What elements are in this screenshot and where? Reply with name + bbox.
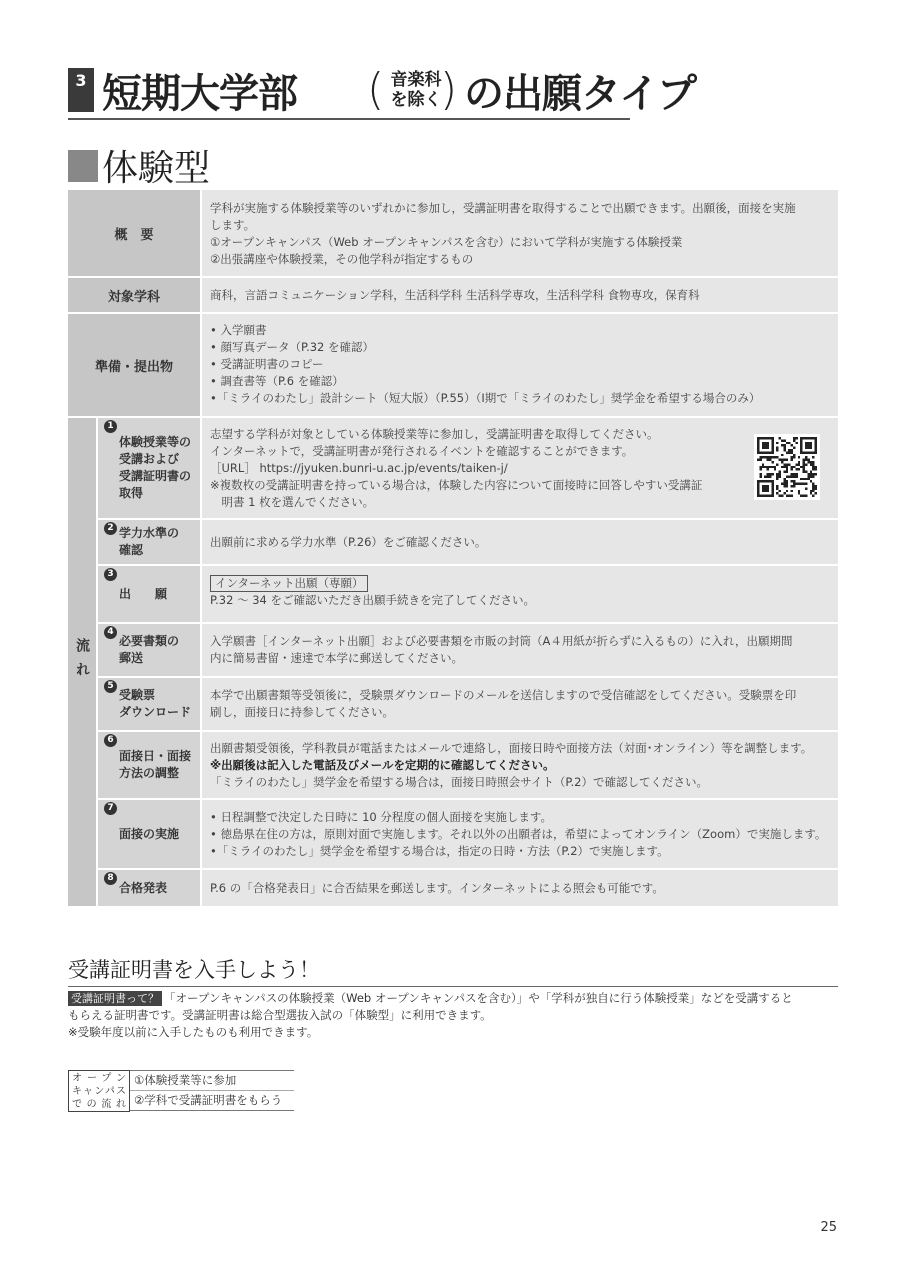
flow-step-5-label <box>98 678 200 730</box>
row-overview-label: 概 要 <box>68 190 200 276</box>
flow-step-3-label <box>98 566 200 622</box>
application-type-box: インターネット出願（専願） <box>210 575 368 592</box>
row-target <box>68 278 838 312</box>
flow-box-line: オープン <box>72 1073 126 1084</box>
step-label-line: 受験票 <box>119 688 156 702</box>
overview-line: します。 <box>210 218 256 232</box>
step-line: • 日程調整で決定した日時に 10 分程度の個人面接を実施します。 <box>210 810 552 824</box>
step-number-badge: 4 <box>104 626 117 639</box>
step-label-line: 面接日・面接 <box>119 749 192 763</box>
step-line-emphasis: ※出願後は記入した電話及びメールを定期的に確認してください。 <box>210 758 555 772</box>
flow-step-1-content <box>202 418 838 518</box>
step-label-line: 学力水準の <box>119 526 180 540</box>
flow-step-4-content <box>202 624 838 676</box>
row-overview-content <box>202 190 838 276</box>
flow-step-6-content <box>202 732 838 798</box>
flow-step-1-label <box>98 418 200 518</box>
step-line: 入学願書［インターネット出願］および必要書類を市販の封筒（A４用紙が折らずに入るもの）に入れ，出願期間 <box>210 634 793 648</box>
flow-step-4 <box>68 624 838 676</box>
step-label-line: 合格発表 <box>119 880 168 895</box>
step-line: 「ミライのわたし」奨学金を希望する場合は，面接日時照会サイト（P.2）で確認してください。 <box>210 775 708 789</box>
certificate-divider <box>68 986 838 987</box>
certificate-line: もらえる証明書です。受講証明書は総合型選抜入試の「体験型」に利用できます。 <box>68 1008 492 1022</box>
step-label-line: 取得 <box>119 486 144 500</box>
step-line: 内に簡易書留・速達で本学に郵送してください。 <box>210 651 463 665</box>
step-line: P.32 ～ 34 をご確認いただき出願手続きを完了してください。 <box>210 593 536 607</box>
prep-item: • 顔写真データ（P.32 を確認） <box>210 340 375 354</box>
flow-step-2-label <box>98 520 200 564</box>
step-label-line: 受講証明書の <box>119 469 192 483</box>
overview-line: ①オープンキャンパス（Web オープンキャンパスを含む）において学科が実施する体験授業 <box>210 235 683 249</box>
flow-step-7 <box>68 800 838 868</box>
flow-step-7-label <box>98 800 200 868</box>
flow-step-3 <box>68 566 838 622</box>
section-header <box>68 64 696 120</box>
step-number-badge: 6 <box>104 734 117 747</box>
url-text[interactable]: ［URL］ https://jyuken.bunri-u.ac.jp/events/taiken-j/ <box>210 461 508 475</box>
certificate-note: ※受験年度以前に入手したものも利用できます。 <box>68 1025 319 1039</box>
flow-step-5 <box>68 678 838 730</box>
step-label-line: 体験授業等の <box>119 435 192 449</box>
section-title-main: 短期大学部 <box>102 71 297 117</box>
type-title: 体験型 <box>102 148 211 189</box>
open-campus-flow-box <box>68 1070 130 1112</box>
step-line: • 徳島県在住の方は，原則対面で実施します。それ以外の出願者は，希望によってオンライン（Zoom）で実施します。 <box>210 827 827 841</box>
overview-line: ②出張講座や体験授業，その他学科が指定するもの <box>210 252 474 266</box>
open-campus-flow-steps <box>130 1070 294 1111</box>
flow-box-line: キャンパス <box>72 1086 126 1097</box>
section-paren-close: ) <box>440 64 458 115</box>
flow-step-2-content <box>202 520 838 564</box>
step-line: 出願書類受領後，学科教員が電話またはメールで連絡し，面接日時や面接方法（対面･オンライン）等を調整します。 <box>210 741 813 755</box>
flow-step-2 <box>68 520 838 564</box>
open-campus-step: ①体験授業等に参加 <box>130 1071 294 1091</box>
row-overview <box>68 190 838 276</box>
section-paren-open: ( <box>367 64 385 115</box>
step-line: 本学で出願書類等受領後に，受験票ダウンロードのメールを送信しますので受信確認をしてください。受験票を印 <box>210 688 797 702</box>
step-number-badge: 1 <box>104 420 117 433</box>
flow-box-line: での流れ <box>72 1099 126 1110</box>
step-line: •「ミライのわたし」奨学金を希望する場合は，指定の日時・方法（P.2）で実施します。 <box>210 844 669 858</box>
prep-item: • 入学願書 <box>210 323 267 337</box>
step-number-badge: 7 <box>104 802 117 815</box>
page-number: 25 <box>820 1220 837 1235</box>
flow-step-1 <box>68 418 838 518</box>
prep-item: •「ミライのわたし」設計シート（短大版）（P.55）（Ⅰ期で「ミライのわたし」奨学金を希望する場合のみ） <box>210 391 761 405</box>
step-label-line: 受講および <box>119 452 180 466</box>
flow-step-8 <box>68 870 838 906</box>
step-line: 明書 1 枚を選んでください。 <box>210 495 375 509</box>
certificate-tag: 受講証明書って？ <box>68 991 162 1006</box>
step-label-line: 郵送 <box>119 651 144 665</box>
step-label-line: ダウンロード <box>119 705 192 719</box>
section-number: 3 <box>68 68 94 112</box>
step-number-badge: 5 <box>104 680 117 693</box>
row-prep <box>68 314 838 416</box>
flow-label: 流れ <box>68 418 96 906</box>
section-title-sub-line2: を除く <box>390 90 442 110</box>
step-line: ※複数枚の受講証明書を持っている場合は，体験した内容について面接時に回答しやすい受講証 <box>210 478 703 492</box>
section-title-end: の出願タイプ <box>464 71 696 117</box>
step-line: 刷し，面接日に持参してください。 <box>210 705 394 719</box>
type-heading-square <box>68 150 98 182</box>
flow-step-8-label <box>98 870 200 906</box>
flow-step-6-label <box>98 732 200 798</box>
row-prep-label: 準備・提出物 <box>68 314 200 416</box>
step-line: 志望する学科が対象としている体験授業等に参加し，受講証明書を取得してください。 <box>210 427 659 441</box>
flow-step-5-content <box>202 678 838 730</box>
flow-step-8-content <box>202 870 838 906</box>
section-title-sub-line1: 音楽科 <box>390 70 442 90</box>
certificate-title: 受講証明書を入手しよう！ <box>68 958 320 982</box>
flow-step-7-content <box>202 800 838 868</box>
step-label-line: 必要書類の <box>119 634 180 648</box>
prep-item: • 受講証明書のコピー <box>210 357 324 371</box>
flow-step-4-label <box>98 624 200 676</box>
open-campus-step: ②学科で受講証明書をもらう <box>134 1093 283 1107</box>
flow-step-6 <box>68 732 838 798</box>
row-target-label: 対象学科 <box>68 278 200 312</box>
step-label-line: 面接の実施 <box>119 826 180 841</box>
step-label-line: 出 願 <box>119 586 168 601</box>
section-title-sub <box>386 70 446 110</box>
step-line: P.6 の「合格発表日」に合否結果を郵送します。インターネットによる照会も可能です。 <box>210 880 664 895</box>
step-line: 出願前に求める学力水準（P.26）をご確認ください。 <box>210 534 487 549</box>
row-prep-content <box>202 314 838 416</box>
target-text: 商科，言語コミュニケーション学科，生活科学科 生活科学専攻，生活科学科 食物専攻，保育科 <box>210 287 700 302</box>
step-line: インターネットで，受講証明書が発行されるイベントを確認することができます。 <box>210 444 634 458</box>
overview-line: 学科が実施する体験授業等のいずれかに参加し，受講証明書を取得することで出願できます。出願後，面接を実施 <box>210 201 796 215</box>
step-label-line: 確認 <box>119 543 144 557</box>
flow-step-3-content <box>202 566 838 622</box>
certificate-info <box>68 990 838 1041</box>
step-number-badge: 8 <box>104 872 117 885</box>
step-label-line: 方法の調整 <box>119 766 180 780</box>
qr-code-icon[interactable] <box>754 434 820 500</box>
row-target-content <box>202 278 838 312</box>
step-number-badge: 3 <box>104 568 117 581</box>
certificate-line: 「オープンキャンパスの体験授業（Web オープンキャンパスを含む）」や「学科が独自に行う体験授業」などを受講すると <box>164 991 793 1005</box>
prep-item: • 調査書等（P.6 を確認） <box>210 374 344 388</box>
step-number-badge: 2 <box>104 522 117 535</box>
